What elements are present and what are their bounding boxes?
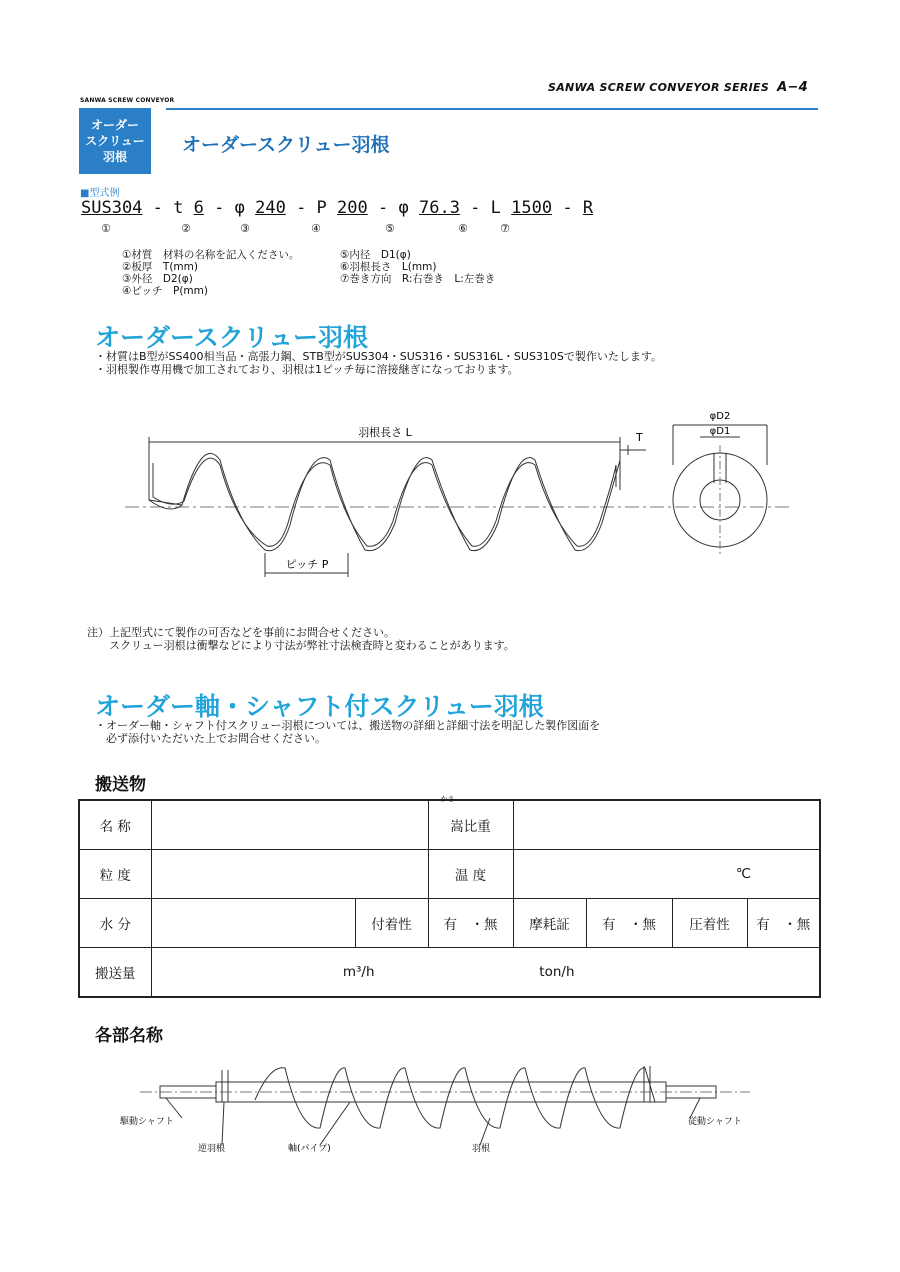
model-example-label: ■型式例 <box>80 188 120 199</box>
unit-m3: m³/h <box>342 964 375 980</box>
callout-number: ① <box>101 222 111 235</box>
bulk-density-label: かさ 嵩比重 <box>428 800 513 850</box>
adhesion-choice[interactable]: 有 ・無 <box>428 899 513 948</box>
label-pipe: 軸(パイプ) <box>288 1144 331 1154</box>
callout-number: ④ <box>311 222 321 235</box>
thickness-label: T <box>636 431 643 444</box>
header-rule <box>166 108 818 110</box>
section2-title: オーダー軸・シャフト付スクリュー羽根 <box>95 692 544 721</box>
label-drive-shaft: 駆動シャフト <box>120 1117 174 1127</box>
section2-text: ・オーダー軸・シャフト付スクリュー羽根については、搬送物の詳細と詳細寸法を明記した製作図面を 必ず添付いただいた上でお問合せください。 <box>95 719 601 745</box>
compress-choice[interactable]: 有 ・無 <box>747 899 820 948</box>
parts-heading: 各部名称 <box>95 1026 163 1046</box>
label-driven-shaft: 従動シャフト <box>688 1117 742 1127</box>
screw-flight-diagram <box>120 405 800 585</box>
label-blade: 羽根 <box>472 1144 491 1154</box>
flight-outline <box>149 453 620 550</box>
material-form-table <box>78 795 821 998</box>
abrasion-label: 摩耗証 <box>513 899 586 948</box>
temperature-label: 温 度 <box>428 850 513 899</box>
callout-number: ⑤ <box>385 222 395 235</box>
throughput-label: 搬送量 <box>79 948 151 998</box>
particle-field[interactable] <box>151 850 428 899</box>
callout-number: ② <box>181 222 191 235</box>
unit-ton: ton/h <box>539 964 575 980</box>
reverse-flight <box>222 1070 228 1102</box>
flight-inner-edge <box>153 458 616 546</box>
d2-label: φD2 <box>709 411 731 422</box>
definitions-left: ①材質 材料の名称を記入ください。 ②板厚 T(mm) ③外径 D2(φ) ④ピッチ P(mm) <box>122 249 300 297</box>
label-reverse-flight: 逆羽根 <box>198 1144 226 1154</box>
section-tab: オーダー スクリュー 羽根 <box>79 108 151 174</box>
page-number: A−4 <box>777 80 808 95</box>
parts-diagram <box>120 1060 770 1160</box>
series-title: SANWA SCREW CONVEYOR SERIES A−4 <box>548 80 808 95</box>
throughput-field[interactable] <box>151 948 820 998</box>
moisture-field[interactable] <box>151 899 355 948</box>
definitions-right: ⑤内径 D1(φ) ⑥羽根長さ L(mm) ⑦巻き方向 R:右巻き L:左巻き <box>340 249 496 285</box>
name-label: 名 称 <box>79 800 151 850</box>
section1-title: オーダースクリュー羽根 <box>95 323 369 352</box>
form-heading: 搬送物 <box>95 775 146 795</box>
bulk-density-field[interactable] <box>513 800 820 850</box>
brand-label: SANWA SCREW CONVEYOR <box>80 97 175 104</box>
pitch-label: ピッチ P <box>285 558 329 571</box>
adhesion-label: 付着性 <box>355 899 428 948</box>
length-label: 羽根長さ L <box>358 426 412 439</box>
note: 注）上記型式にて製作の可否などを事前にお問合せください。 スクリュー羽根は衝撃などにより寸法が弊社寸法検査時と変わることがあります。 <box>87 626 515 652</box>
compress-label: 圧着性 <box>672 899 747 948</box>
model-code: SUS304 - t 6 - φ 240 - P 200 - φ 76.3 - L 1500 - R <box>81 198 594 218</box>
section1-text: ・材質はB型がSS400相当品・高張力鋼、STB型がSUS304・SUS316・SUS316L・SUS310Sで製作いたします。 ・羽根製作専用機で加工されており、羽根は1ピッチ毎に溶接継ぎになっております。 <box>95 350 663 376</box>
page-title: オーダースクリュー羽根 <box>182 134 390 156</box>
moisture-label: 水 分 <box>79 899 151 948</box>
d1-label: φD1 <box>709 426 731 437</box>
callout-number: ⑥ <box>458 222 468 235</box>
flight-helix <box>255 1068 655 1128</box>
temperature-field[interactable]: ℃ <box>513 850 820 899</box>
particle-label: 粒 度 <box>79 850 151 899</box>
callout-number: ⑦ <box>500 222 510 235</box>
name-field[interactable] <box>151 800 428 850</box>
abrasion-choice[interactable]: 有 ・無 <box>586 899 672 948</box>
callout-number: ③ <box>240 222 250 235</box>
